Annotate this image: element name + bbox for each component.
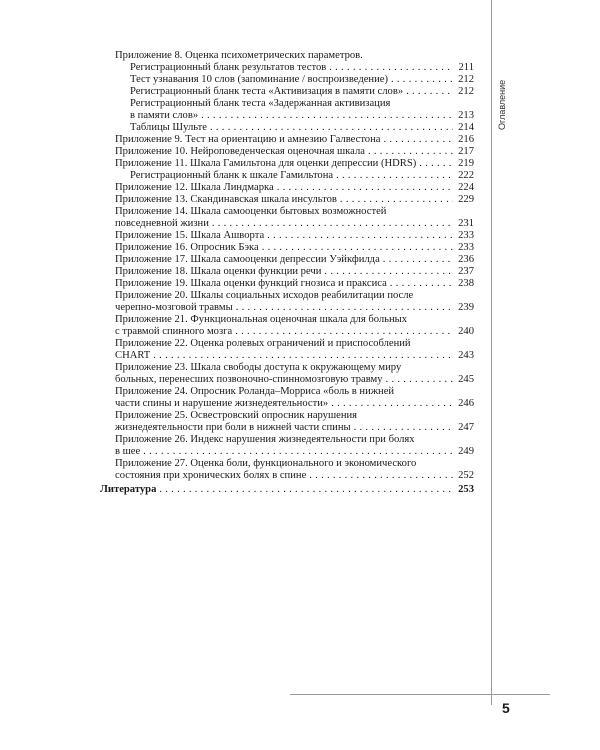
dot-leader xyxy=(324,266,453,278)
toc-entry-title: Регистрационный бланк к шкале Гамильтона xyxy=(130,170,334,181)
toc-entry-page: 243 xyxy=(458,350,474,361)
toc-entry-title: Приложение 16. Опросник Бэка xyxy=(115,242,259,253)
toc-entry xyxy=(100,314,474,326)
toc-entry-page: 217 xyxy=(458,146,474,157)
toc-entry xyxy=(100,134,474,146)
toc-entry-page: 240 xyxy=(458,326,474,337)
toc-entry-page: 245 xyxy=(458,374,474,385)
toc-entry-page: 233 xyxy=(458,230,474,241)
toc-entry xyxy=(100,362,474,374)
toc-entry-title: Приложение 27. Оценка боли, функционального и экономического xyxy=(115,458,417,469)
toc-entry xyxy=(100,302,474,314)
toc-entry xyxy=(100,182,474,194)
dot-leader xyxy=(277,182,453,194)
page-number: 5 xyxy=(502,700,510,716)
toc-entry-title: черепно-мозговой травмы xyxy=(115,302,233,313)
toc-entry xyxy=(100,484,474,496)
dot-leader xyxy=(267,230,453,242)
toc-entry xyxy=(100,458,474,470)
toc-entry-title: Приложение 25. Освестровский опросник нарушения xyxy=(115,410,358,421)
toc-entry xyxy=(100,434,474,446)
toc-entry xyxy=(100,410,474,422)
toc-entry-title: Приложение 9. Тест на ориентацию и амнезию Галвестона xyxy=(115,134,381,145)
toc-entry xyxy=(100,98,474,110)
toc-entry xyxy=(100,422,474,434)
toc-entry-title: Приложение 23. Шкала свободы доступа к окружающему миру xyxy=(115,362,402,373)
toc-entry xyxy=(100,398,474,410)
toc-entry-title: Приложение 21. Функциональная оценочная шкала для больных xyxy=(115,314,408,325)
toc-entry xyxy=(100,446,474,458)
toc-entry-page: 222 xyxy=(458,170,474,181)
toc-entry-title: с травмой спинного мозга xyxy=(115,326,233,337)
toc-entry-title: жизнедеятельности при боли в нижней части спины xyxy=(115,422,351,433)
dot-leader xyxy=(390,278,453,290)
toc-entry-title: Регистрационный бланк результатов тестов xyxy=(130,62,327,73)
toc-entry xyxy=(100,290,474,302)
dot-leader xyxy=(262,242,453,254)
toc-entry-title: больных, перенесших позвоночно-спинномозговую травму xyxy=(115,374,383,385)
dot-leader xyxy=(336,170,453,182)
footer-divider xyxy=(290,694,550,695)
toc-entry-title: в шее xyxy=(115,446,141,457)
toc-entry xyxy=(100,266,474,278)
running-header: Оглавление xyxy=(497,79,507,130)
toc-entry-title: Приложение 15. Шкала Ашворта xyxy=(115,230,265,241)
dot-leader xyxy=(383,254,453,266)
toc-entry xyxy=(100,374,474,386)
toc-entry-page: 219 xyxy=(458,158,474,169)
toc-entry xyxy=(100,110,474,122)
toc-entry xyxy=(100,146,474,158)
toc-entry-title: Приложение 11. Шкала Гамильтона для оценки депрессии (HDRS) xyxy=(115,158,417,169)
dot-leader xyxy=(153,350,453,362)
toc-entry-title: Приложение 19. Шкала оценки функций гнозиса и праксиса xyxy=(115,278,387,289)
toc-entry-title: состояния при хронических болях в спине xyxy=(115,470,307,481)
toc-entry-title: Таблицы Шульте xyxy=(130,122,207,133)
dot-leader xyxy=(329,62,453,74)
toc-entry-page: 236 xyxy=(458,254,474,265)
table-of-contents xyxy=(100,50,474,496)
dot-leader xyxy=(406,86,453,98)
dot-leader xyxy=(383,134,453,146)
toc-entry xyxy=(100,170,474,182)
toc-entry-page: 246 xyxy=(458,398,474,409)
toc-entry xyxy=(100,74,474,86)
toc-entry xyxy=(100,254,474,266)
toc-entry xyxy=(100,350,474,362)
toc-entry-page: 213 xyxy=(458,110,474,121)
toc-entry-title: Приложение 17. Шкала самооценки депрессии Уэйкфилда xyxy=(115,254,380,265)
toc-entry xyxy=(100,206,474,218)
toc-entry-page: 253 xyxy=(458,484,474,495)
toc-entry xyxy=(100,218,474,230)
toc-entry-page: 237 xyxy=(458,266,474,277)
toc-entry-title: Приложение 13. Скандинавская шкала инсультов xyxy=(115,194,337,205)
toc-entry-title: Приложение 12. Шкала Линдмарка xyxy=(115,182,274,193)
toc-entry-page: 212 xyxy=(458,74,474,85)
toc-entry-title: Приложение 20. Шкалы социальных исходов реабилитации после xyxy=(115,290,414,301)
toc-entry-page: 216 xyxy=(458,134,474,145)
toc-entry-title: Приложение 14. Шкала самооценки бытовых возможностей xyxy=(115,206,387,217)
dot-leader xyxy=(201,110,453,122)
toc-entry xyxy=(100,338,474,350)
toc-entry-title: Приложение 26. Индекс нарушения жизнедеятельности при болях xyxy=(115,434,415,445)
toc-entry-title: Приложение 22. Оценка ролевых ограничений и приспособлений xyxy=(115,338,411,349)
toc-entry-title: Приложение 24. Опросник Роланда–Морриса «боль в нижней xyxy=(115,386,395,397)
dot-leader xyxy=(309,470,453,482)
dot-leader xyxy=(391,74,453,86)
toc-entry xyxy=(100,50,474,62)
toc-entry-page: 247 xyxy=(458,422,474,433)
toc-entry xyxy=(100,230,474,242)
side-divider xyxy=(491,0,492,705)
toc-entry xyxy=(100,86,474,98)
toc-entry-title: Регистрационный бланк теста «Активизация в памяти слов» xyxy=(130,86,404,97)
dot-leader xyxy=(368,146,453,158)
toc-entry-title: части спины и нарушение жизнедеятельности» xyxy=(115,398,329,409)
toc-entry xyxy=(100,62,474,74)
toc-entry-page: 212 xyxy=(458,86,474,97)
toc-entry-title: Приложение 18. Шкала оценки функции речи xyxy=(115,266,322,277)
toc-entry-page: 211 xyxy=(458,62,474,73)
dot-leader xyxy=(331,398,453,410)
dot-leader xyxy=(386,374,453,386)
dot-leader xyxy=(210,122,453,134)
toc-entry-page: 229 xyxy=(458,194,474,205)
toc-entry-title: Приложение 10. Нейроповеденческая оценочная шкала xyxy=(115,146,365,157)
toc-entry-page: 214 xyxy=(458,122,474,133)
toc-entry-title: Приложение 8. Оценка психометрических параметров. xyxy=(115,50,363,61)
dot-leader xyxy=(143,446,453,458)
toc-entry-page: 238 xyxy=(458,278,474,289)
dot-leader xyxy=(212,218,453,230)
toc-entry-page: 224 xyxy=(458,182,474,193)
toc-entry xyxy=(100,242,474,254)
toc-entry-page: 249 xyxy=(458,446,474,457)
toc-entry xyxy=(100,470,474,482)
dot-leader xyxy=(236,302,453,314)
toc-entry-title: CHART xyxy=(115,350,151,361)
toc-entry-page: 239 xyxy=(458,302,474,313)
toc-entry-title: Литература xyxy=(100,484,157,495)
toc-entry-title: Регистрационный бланк теста «Задержанная активизация xyxy=(130,98,391,109)
toc-entry-page: 231 xyxy=(458,218,474,229)
toc-entry xyxy=(100,194,474,206)
dot-leader xyxy=(235,326,453,338)
toc-entry-page: 252 xyxy=(458,470,474,481)
toc-entry xyxy=(100,278,474,290)
toc-entry-title: Тест узнавания 10 слов (запоминание / воспроизведение) xyxy=(130,74,389,85)
toc-entry xyxy=(100,158,474,170)
toc-entry-title: в памяти слов» xyxy=(130,110,199,121)
dot-leader xyxy=(159,484,453,496)
dot-leader xyxy=(354,422,453,434)
dot-leader xyxy=(419,158,453,170)
toc-entry xyxy=(100,386,474,398)
toc-entry-title: повседневной жизни xyxy=(115,218,209,229)
toc-entry xyxy=(100,122,474,134)
toc-entry xyxy=(100,326,474,338)
dot-leader xyxy=(340,194,453,206)
toc-entry-page: 233 xyxy=(458,242,474,253)
